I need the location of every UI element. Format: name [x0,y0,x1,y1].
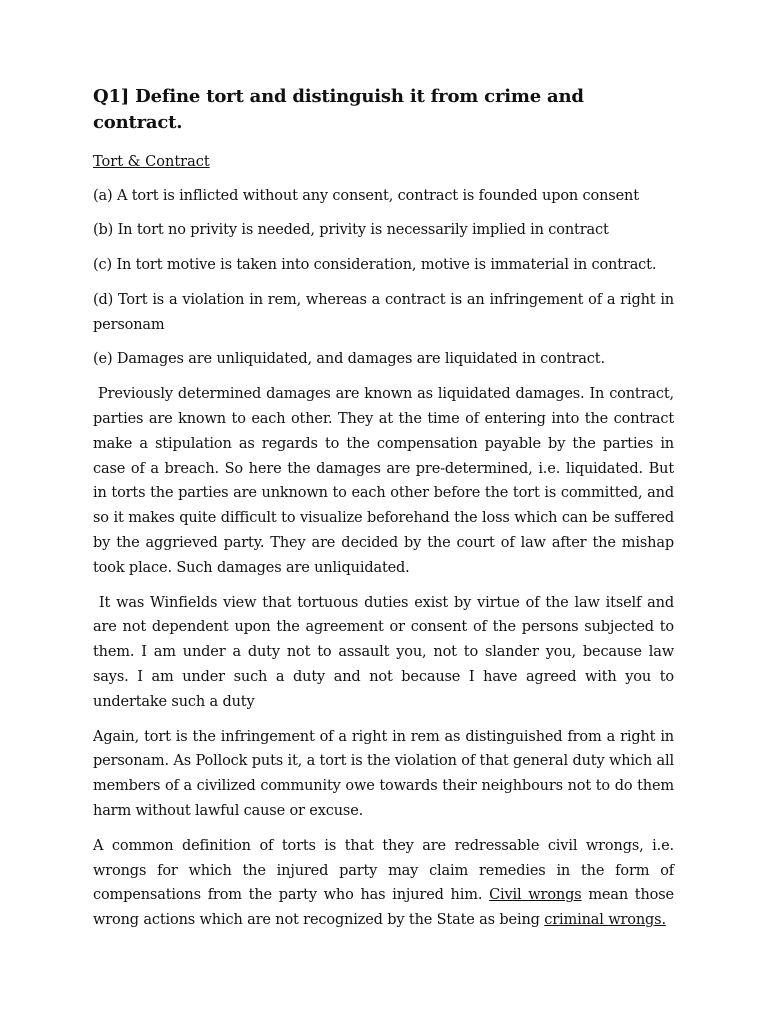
point-b: (b) In tort no privity is needed, privity is necessarily implied in contract [93,222,609,239]
point-c: (c) In tort motive is taken into consideration, motive is immaterial in contract. [93,257,657,274]
point-d: (d) Tort is a violation in rem, whereas a contract is an infringement of a right in personam [93,291,674,333]
subheading-tort-contract: Tort & Contract [93,154,210,170]
paragraph-liquidated-damages: Previously determined damages are known as liquidated damages. In contract, parties are known to each other. They at the time of entering into the contract make a stipulation as regards to the compensation payable by the parties in case of a breach. So here the damages are pre-determined, i.e. liquidated. But in torts the parties are unknown to each other before the tort is committed, and so it makes quite difficult to visualize beforehand the loss which can be suffered by the aggrieved party. They are decided by the court of law after the mishap took place. Such damages are unliquidated. [93,386,679,576]
paragraph-common-definition [93,834,679,933]
civil-wrongs-link[interactable]: Civil wrongs [489,887,582,904]
question-title: Q1] Define tort and distinguish it from crime and contract. [93,86,584,133]
paragraph-text-part2: mean those wrong actions which are not recognized by the State as being [93,887,679,929]
paragraph-pollock: Again, tort is the infringement of a right in rem as distinguished from a right in personam. As Pollock puts it, a tort is the violation of that general duty which all members of a civilized community owe towards their neighbours not to do them harm without lawful cause or excuse. [93,728,674,820]
paragraph-text-part1: A common definition of torts is that they are redressable civil wrongs, i.e. wrongs for which the injured party may claim remedies in the form of compensations from the party who has injured him. [93,837,679,904]
point-a: (a) A tort is inflicted without any consent, contract is founded upon consent [93,187,639,204]
paragraph-winfield-view: It was Winfields view that tortuous duties exist by virtue of the law itself and are not dependent upon the agreement or consent of the persons subjected to them. I am under a duty not to assault you, not to slander you, because law says. I am under such a duty and not because I have agreed with you to undertake such a duty [93,594,679,710]
point-e: (e) Damages are unliquidated, and damages are liquidated in contract. [93,351,605,368]
document-page [93,84,679,943]
criminal-wrongs-link[interactable]: criminal wrongs. [544,912,666,929]
